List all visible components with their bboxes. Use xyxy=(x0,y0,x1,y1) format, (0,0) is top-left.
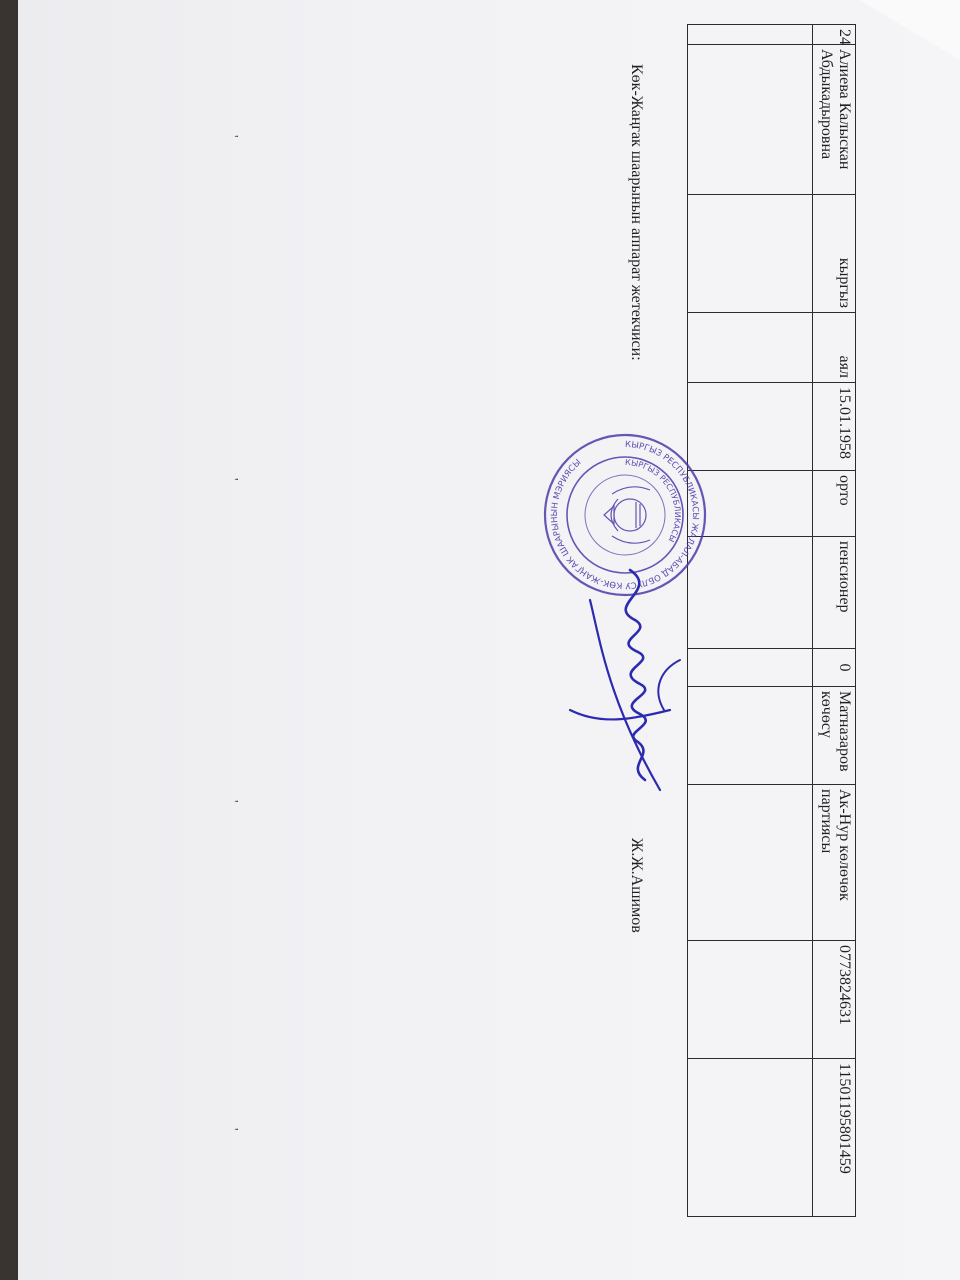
cell-count: 0 xyxy=(813,649,856,687)
footer-title: Көк-Жаңгак шаарынын аппарат жетекчиси: xyxy=(628,64,645,361)
signature xyxy=(550,560,700,820)
blank-cell xyxy=(688,313,813,383)
cell-address xyxy=(813,687,856,785)
blank-cell xyxy=(688,1059,813,1217)
table-row xyxy=(688,25,813,1217)
name-line2: Абдыкадыровна xyxy=(818,49,835,160)
candidate-table xyxy=(687,24,856,1217)
cell-education: орто xyxy=(813,471,856,537)
table-row xyxy=(813,25,856,1217)
cell-phone: 0773824631 xyxy=(813,941,856,1059)
scan-mark: ' xyxy=(225,800,240,803)
cell-birth-date: 15.01.1958 xyxy=(813,383,856,471)
address-line1: Матназаров xyxy=(836,691,853,772)
emblem-icon xyxy=(604,487,650,543)
name-line1: Алиева Калыскан xyxy=(836,49,853,170)
cell-occupation: пенсионер xyxy=(813,537,856,649)
signatory-name: Ж.Ж.Ашимов xyxy=(628,838,645,933)
party-line1: Ак-Нур көлөчөк xyxy=(836,789,853,901)
blank-cell xyxy=(688,45,813,195)
party-line2: партиясы xyxy=(818,789,835,854)
blank-cell xyxy=(688,941,813,1059)
scan-mark: ' xyxy=(225,135,240,138)
blank-cell xyxy=(688,25,813,45)
blank-cell xyxy=(688,649,813,687)
stamp-outer-text: КЫРГЫЗ РЕСПУБЛИКАСЫ ЖАЛАЛ-АБАД ОБЛУСУ КӨК-ЖАҢГАК ШААРЫНЫН МЭРИЯСЫ xyxy=(549,439,701,591)
scan-mark: ' xyxy=(225,478,240,481)
blank-cell xyxy=(688,687,813,785)
cell-party xyxy=(813,785,856,941)
cell-nationality: кыргыз xyxy=(813,195,856,313)
cell-passport-id: 11501195801459 xyxy=(813,1059,856,1217)
scan-mark: ' xyxy=(225,1128,240,1131)
address-line2: көчөсү xyxy=(818,691,835,738)
blank-cell xyxy=(688,785,813,941)
blank-cell xyxy=(688,195,813,313)
stamp-inner-text: КЫРГЫЗ РЕСПУБЛИКАСЫ xyxy=(624,457,683,544)
cell-name xyxy=(813,45,856,195)
cell-number: 24 xyxy=(813,25,856,45)
cell-gender: аял xyxy=(813,313,856,383)
